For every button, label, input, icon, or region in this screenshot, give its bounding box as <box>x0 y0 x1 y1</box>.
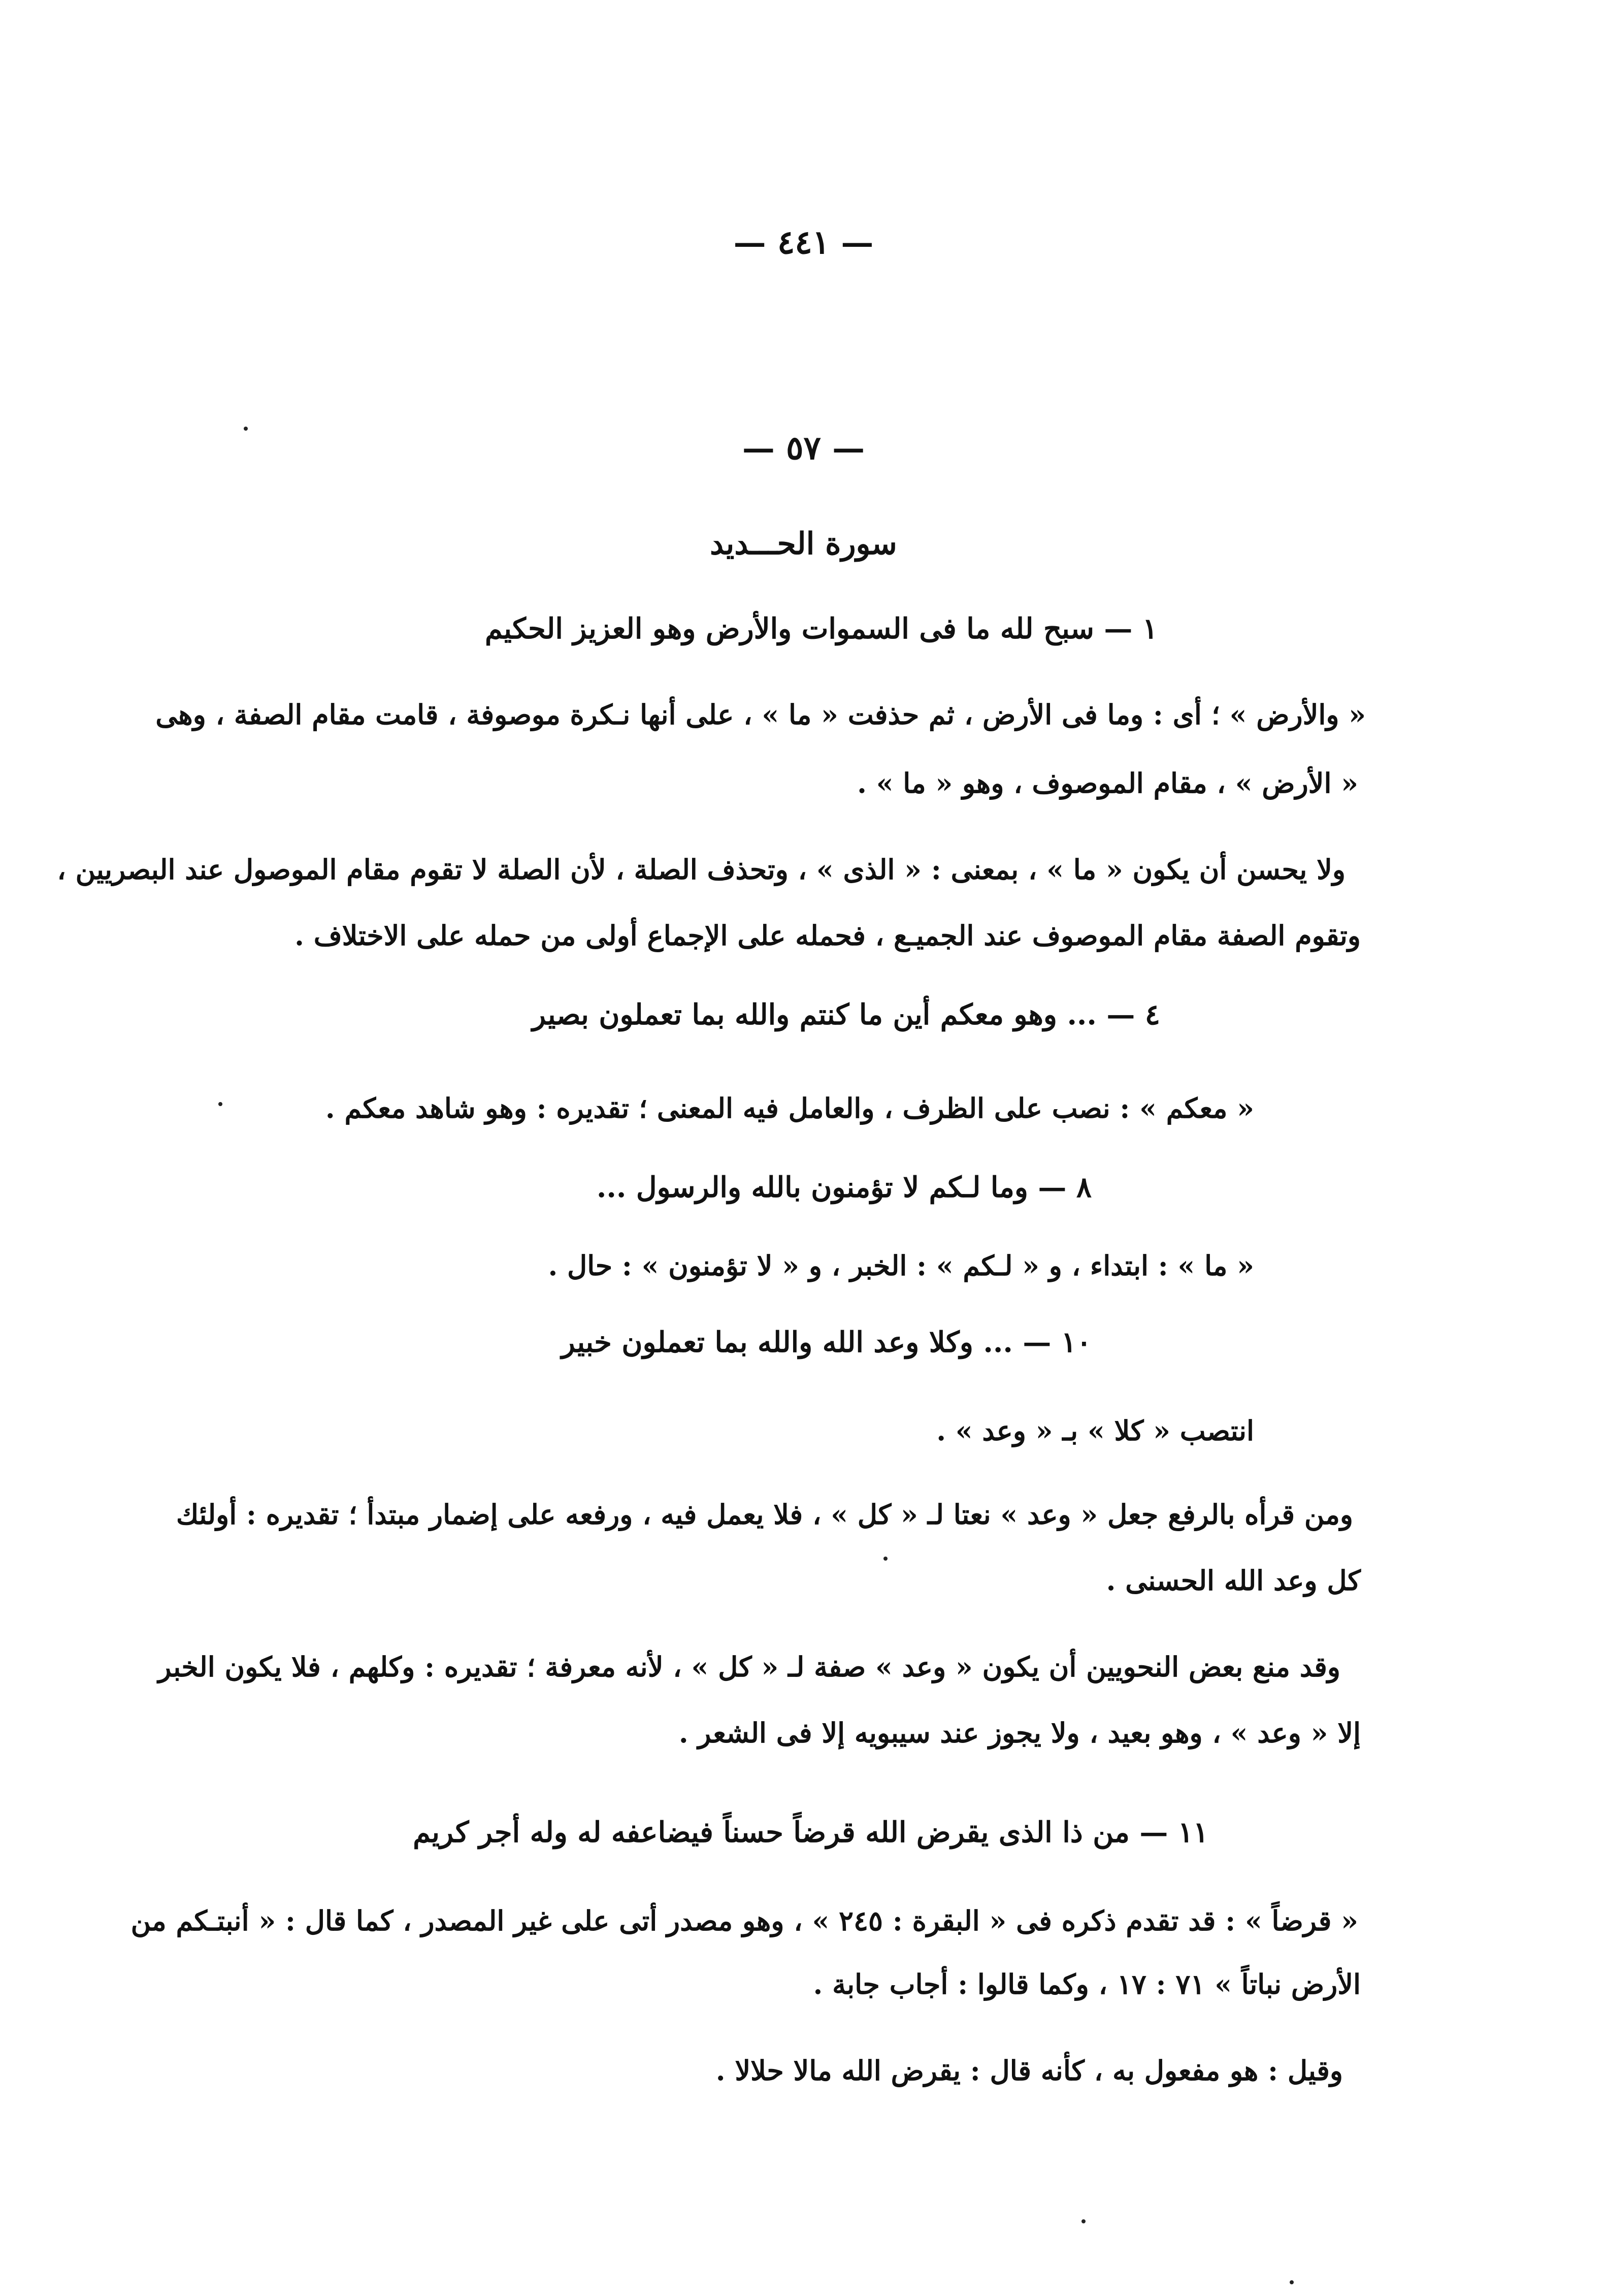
text-line: ولا يحسن أن يكون « ما » ، بمعنى : « الذى » ، وتحذف الصلة ، لأن الصلة لا تقوم مقام الموصول عند البصريين ، <box>57 853 1346 886</box>
page-number: — ٤٤١ — <box>733 223 874 262</box>
scan-speck <box>218 1102 222 1106</box>
scan-speck <box>1290 2280 1294 2284</box>
text-line: « والأرض » ؛ أى : وما فى الأرض ، ثم حذفت « ما » ، على أنها نـكرة موصوفة ، قامت مقام الصفة ، وهى <box>155 698 1366 731</box>
text-line: الأرض نباتاً » ٧١ : ١٧ ، وكما قالوا : أجاب جابة . <box>813 1968 1361 2000</box>
text-line: « قرضاً » : قد تقدم ذكره فى « البقرة : ٢٤٥ » ، وهو مصدر أتى على غير المصدر ، كما قال : « أنبتـكم من <box>130 1904 1358 1937</box>
verse-10: ١٠ — ... وكلا وعد الله والله بما تعملون خبير <box>561 1325 1092 1359</box>
surah-title: سورة الحـــديد <box>710 526 897 562</box>
text-line: « ما » : ابتداء ، و « لـكم » : الخبر ، و « لا تؤمنون » : حال . <box>548 1249 1254 1282</box>
verse-1: ١ — سبح لله ما فى السموات والأرض وهو العزيز الحكيم <box>485 612 1158 645</box>
text-line: إلا « وعد » ، وهو بعيد ، ولا يجوز عند سيبويه إلا فى الشعر . <box>678 1717 1361 1749</box>
verse-8: ٨ — وما لـكم لا تؤمنون بالله والرسول ... <box>596 1171 1092 1204</box>
scan-speck <box>1081 2219 1086 2223</box>
text-line: ومن قرأه بالرفع جعل « وعد » نعتا لـ « كل » ، فلا يعمل فيه ، ورفعه على إضمار مبتدأ ؛ تقديره : أولئك <box>176 1498 1353 1531</box>
text-line: وقيل : هو مفعول به ، كأنه قال : يقرض الله مالا حلالا . <box>715 2054 1343 2087</box>
scan-speck <box>883 1557 888 1561</box>
verse-11: ١١ — من ذا الذى يقرض الله قرضاً حسناً فيضاعفه له وله أجر كريم <box>413 1816 1208 1849</box>
text-line: انتصب « كلا » بـ « وعد » . <box>936 1414 1254 1447</box>
surah-number: — ٥٧ — <box>742 429 865 467</box>
text-line: كل وعد الله الحسنى . <box>1106 1564 1361 1597</box>
text-line: وتقوم الصفة مقام الموصوف عند الجميـع ، فحمله على الإجماع أولى من حمله على الاختلاف . <box>294 919 1361 952</box>
verse-4: ٤ — ... وهو معكم أين ما كنتم والله بما تعملون بصير <box>532 998 1160 1031</box>
text-line: « معكم » : نصب على الظرف ، والعامل فيه المعنى ؛ تقديره : وهو شاهد معكم . <box>325 1092 1254 1124</box>
text-line: « الأرض » ، مقام الموصوف ، وهو « ما » . <box>857 767 1358 799</box>
scan-speck <box>244 427 248 431</box>
text-line: وقد منع بعض النحويين أن يكون « وعد » صفة لـ « كل » ، لأنه معرفة ؛ تقديره : وكلهم ، فلا يكون الخبر <box>158 1651 1340 1683</box>
